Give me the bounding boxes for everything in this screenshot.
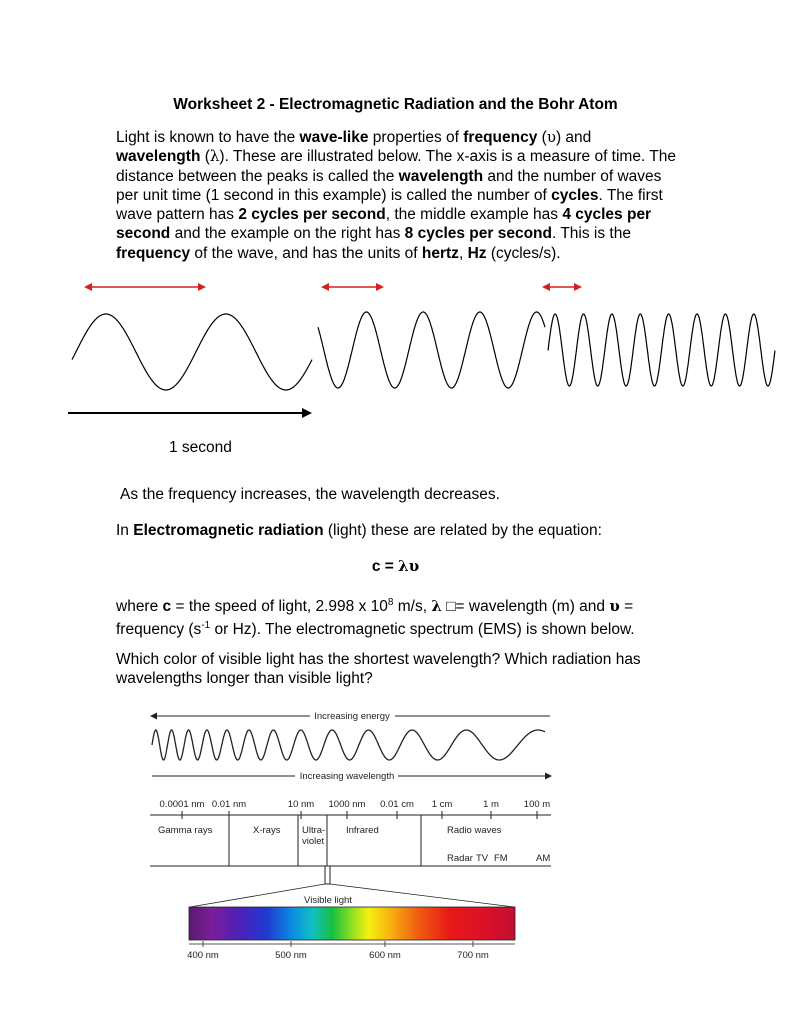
wave-8-cycles — [548, 314, 775, 386]
region-infrared: Infrared — [346, 825, 379, 836]
region-radar: Radar — [447, 853, 473, 864]
question-paragraph: Which color of visible light has the shortest wavelength? Which radiation has wavelengths longer than visible light? — [116, 651, 641, 688]
em-relation-text: In Electromagnetic radiation (light) these are related by the equation: — [116, 522, 602, 539]
ems-wave — [152, 730, 545, 760]
scale-label: 0.01 nm — [211, 799, 247, 810]
visible-scale-label: 400 nm — [187, 950, 219, 961]
visible-scale-label: 600 nm — [369, 950, 401, 961]
scale-label: 100 m — [523, 799, 551, 810]
scale-label: 0.0001 nm — [159, 799, 205, 810]
region-gamma: Gamma rays — [158, 825, 213, 836]
time-label: 1 second — [169, 439, 232, 456]
scale-label: 1000 nm — [328, 799, 366, 810]
visible-scale-label: 700 nm — [457, 950, 489, 961]
equation: c = λυ — [371, 557, 420, 575]
region-am: AM — [536, 853, 551, 864]
page-title: Worksheet 2 - Electromagnetic Radiation and the Bohr Atom — [173, 96, 618, 113]
scale-label: 0.01 cm — [380, 799, 414, 810]
intro-paragraph: Light is known to have the wave-like properties of frequency (υ) and wavelength (λ). These are illustrated below. The x-axis is a measure of time. The distance between the peaks is called the wavelength and the number of waves per unit time (1 second in this example) is called the number of cycles. The first wave pattern has 2 cycles per second, the middle example has 4 cycles per second and the example on the right has 8 cycles per second. This is the frequency of the wave, and has the units of hertz, Hz (cycles/s). — [116, 128, 677, 262]
visible-spectrum-bar — [189, 907, 515, 940]
increasing-wavelength-label: Increasing wavelength — [299, 771, 395, 782]
scale-label: 1 cm — [431, 799, 453, 810]
region-xrays: X-rays — [253, 825, 281, 836]
region-radio: Radio waves — [447, 825, 502, 836]
where-paragraph: where c = the speed of light, 2.998 x $10^8$ m/s, λ □= wavelength (m) and υ = frequency ($s^{-1}$ or Hz). The electromagnetic spectrum (EMS) is shown below. — [116, 597, 635, 639]
wave-2-cycles — [72, 314, 312, 390]
scale-label: 10 nm — [287, 799, 315, 810]
em-spectrum-diagram — [150, 711, 551, 961]
frequency-note: As the frequency increases, the wavelength decreases. — [120, 486, 500, 503]
region-fm: FM — [494, 853, 508, 864]
visible-scale-label: 500 nm — [275, 950, 307, 961]
increasing-energy-label: Increasing energy — [314, 711, 390, 722]
visible-light-label: Visible light — [304, 895, 352, 906]
wave-4-cycles — [318, 312, 545, 388]
region-uv: violet — [302, 836, 325, 847]
scale-label: 1 m — [483, 799, 499, 810]
region-uv: Ultra- — [302, 825, 326, 836]
region-tv: TV — [476, 853, 489, 864]
